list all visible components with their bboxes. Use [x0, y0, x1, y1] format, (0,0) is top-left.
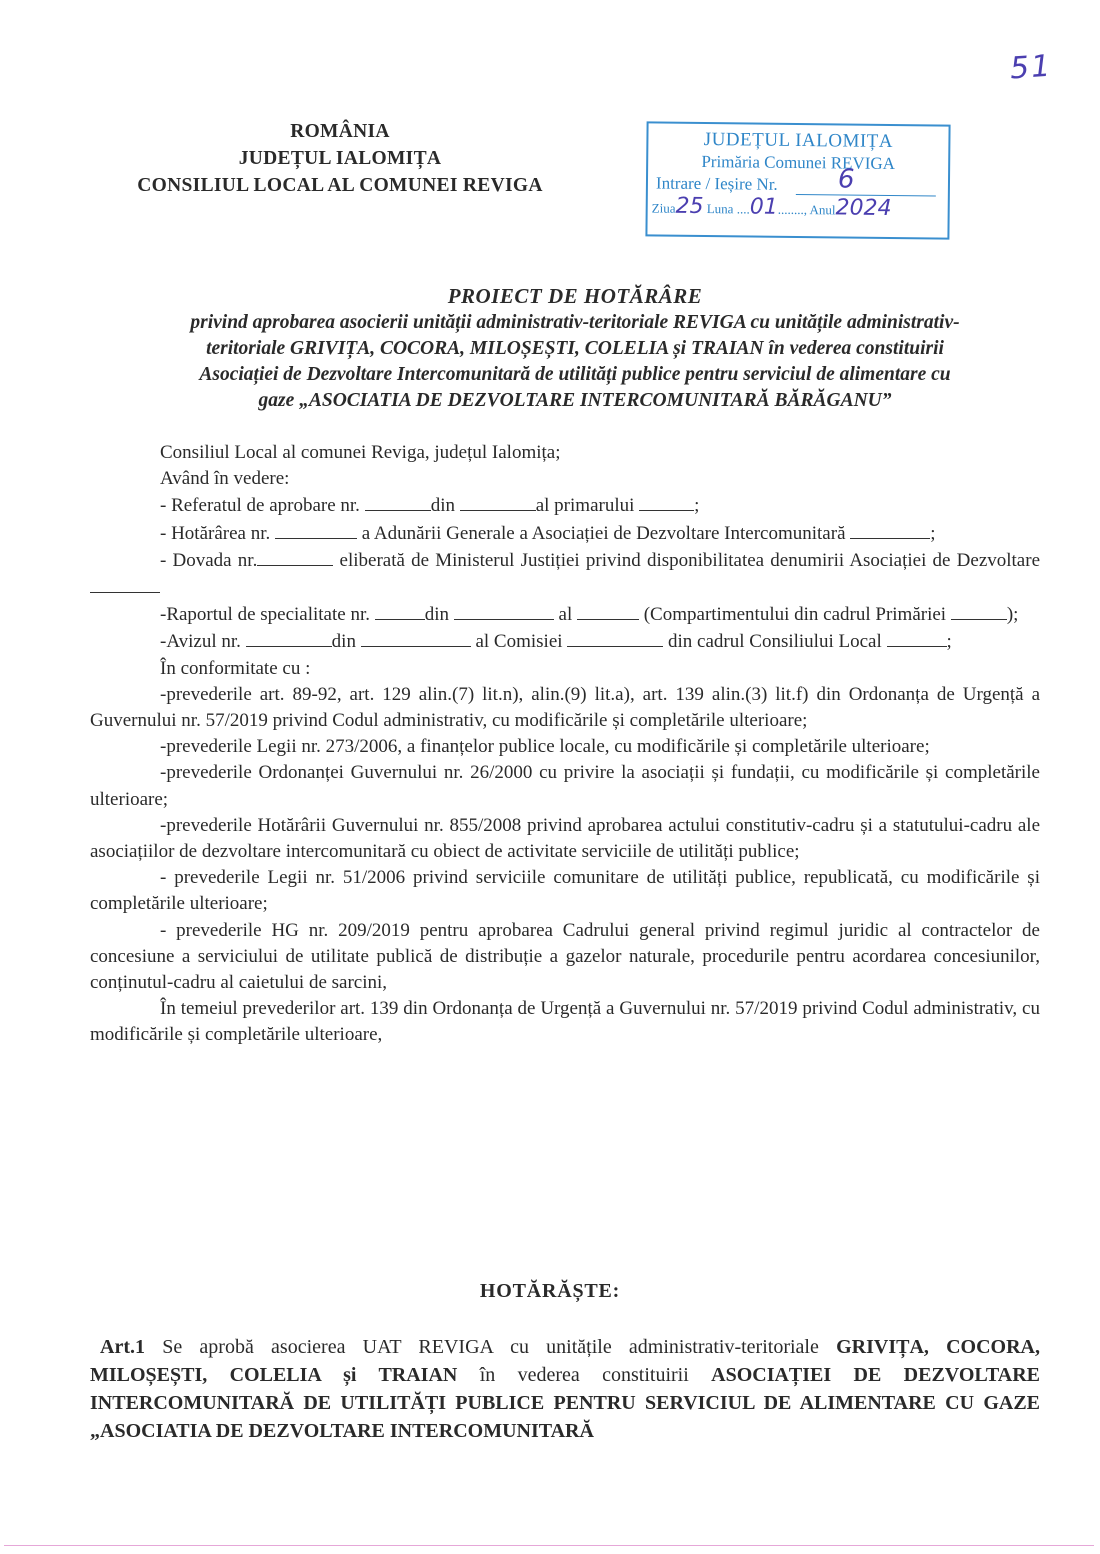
referat-mayor-blank: [639, 492, 694, 511]
raport-number-blank: [375, 601, 425, 620]
aviz-paragraph: [90, 628, 1040, 655]
article-1: [90, 1333, 1040, 1445]
aviz-number-blank: [246, 628, 332, 647]
dovada-number-blank: [257, 547, 333, 566]
document-title: [100, 282, 1050, 414]
article-1-text: Se aprobă asocierea UAT REVIGA cu unitățile administrativ-teritoriale: [144, 1336, 837, 1358]
registration-stamp: [645, 121, 950, 239]
article-1-label: Art.1: [100, 1336, 145, 1358]
scan-edge-line: [4, 1545, 1094, 1546]
avand-paragraph: Având în vedere:: [160, 468, 290, 490]
hotararea-label: - Hotărârea nr.: [160, 522, 271, 544]
referat-label: - Referatul de aprobare nr.: [160, 495, 360, 517]
dovada-label: - Dovada nr.: [160, 549, 258, 571]
prevederi-item: -prevederile Legii nr. 273/2006, a finanțelor publice locale, cu modificările și completările ulterioare;: [160, 736, 930, 758]
dovada-paragraph: [90, 547, 1040, 601]
intro-paragraph: Consiliul Local al comunei Reviga, județul Ialomița;: [160, 442, 561, 463]
document-body: [90, 440, 1040, 1049]
header-county: JUDEȚUL IALOMIȚA: [238, 148, 442, 169]
referat-date-blank: [460, 492, 536, 511]
aviz-consiliu: din cadrul Consiliului Local: [668, 631, 882, 653]
referat-din: din: [430, 495, 455, 517]
aviz-label: -Avizul nr.: [160, 631, 241, 653]
stamp-registration-number: 6: [837, 164, 855, 195]
hotararea-end: ;: [930, 522, 936, 544]
raport-dept-blank: [577, 601, 639, 620]
referat-paragraph: [90, 492, 1040, 519]
dovada-name-blank: [90, 574, 160, 593]
stamp-town-hall: Primăria Comunei REVIGA: [701, 151, 896, 174]
title-line: Asociației de Dezvoltare Intercomunitară de utilități publice pentru serviciul de alimentare cu: [199, 364, 951, 385]
document-header: [90, 118, 590, 199]
prevederi-item: - prevederile Legii nr. 51/2006 privind serviciile comunitare de utilități publice, republicată, cu modificările și completările ulterioare;: [90, 867, 1040, 915]
stamp-day: 25: [675, 193, 704, 220]
stamp-county: JUDEȚUL IALOMIȚA: [703, 129, 894, 152]
header-country: ROMÂNIA: [290, 121, 390, 142]
title-line: teritoriale GRIVIȚA, COCORA, MILOȘEȘTI, COLELIA și TRAIAN în vederea constituirii: [206, 338, 944, 359]
title-line: privind aprobarea asocierii unității administrativ-teritoriale REVIGA cu unitățile administrativ-: [190, 312, 960, 333]
decision-heading: HOTĂRĂȘTE:: [479, 1280, 621, 1302]
raport-din: din: [424, 604, 450, 626]
raport-paragraph: [90, 601, 1040, 628]
hotararea-text: a Adunării Generale a Asociației de Dezvoltare Intercomunitară: [361, 522, 846, 544]
stamp-month-label: Luna: [706, 201, 734, 217]
dovada-text: eliberată de Ministerul Justiției privind disponibilitatea denumirii Asociației de Dezvoltare: [339, 549, 1040, 571]
raport-compartiment: (Compartimentului din cadrul Primăriei: [643, 604, 947, 626]
referat-primar: al primarului: [535, 495, 635, 517]
raport-al: al: [558, 604, 573, 626]
stamp-day-label: Ziua: [651, 200, 676, 216]
temei-paragraph: În temeiul prevederilor art. 139 din Ordonanța de Urgență a Guvernului nr. 57/2019 privind Codul administrativ, cu modificările și completările ulterioare,: [90, 998, 1040, 1046]
raport-end: );: [1006, 604, 1019, 626]
aviz-din: din: [331, 631, 356, 653]
aviz-comisie: al Comisiei: [475, 631, 563, 653]
article-1-uats: GRIVIȚA, COCORA, MILOȘEȘTI, COLELIA și TRAIAN: [90, 1336, 1040, 1386]
aviz-council-blank: [887, 628, 947, 647]
raport-label: -Raportul de specialitate nr.: [160, 604, 370, 626]
handwritten-page-number: 51: [1008, 48, 1054, 87]
hotararea-paragraph: [90, 520, 1040, 547]
prevederi-item: -prevederile Hotărârii Guvernului nr. 855/2008 privind aprobarea actului constitutiv-cadru și a statutului-cadru ale asociațiilor de dezvoltare intercomunitară cu obiect de activitate serviciile de utilități publice;: [90, 814, 1040, 863]
hotararea-number-blank: [275, 520, 357, 539]
article-1-text-2: în vederea constituirii: [457, 1364, 712, 1386]
conformitate-paragraph: În conformitate cu :: [160, 657, 311, 679]
prevederi-item: -prevederile Ordonanței Guvernului nr. 26/2000 cu privire la asociații și fundații, cu modificările și completările ulterioare;: [90, 762, 1040, 810]
raport-date-blank: [454, 601, 554, 620]
raport-primarie-blank: [951, 601, 1007, 620]
stamp-month: 01: [749, 194, 778, 220]
referat-number-blank: [365, 492, 431, 511]
title-line: gaze „ASOCIATIA DE DEZVOLTARE INTERCOMUNITARĂ BĂRĂGANU”: [258, 390, 892, 411]
stamp-entry-exit-label: Intrare / Ieșire Nr.: [655, 173, 778, 194]
aviz-end: ;: [946, 631, 952, 653]
aviz-commission-blank: [567, 628, 663, 647]
aviz-date-blank: [361, 628, 471, 647]
stamp-year: 2024: [835, 195, 892, 221]
hotararea-name-blank: [850, 520, 930, 539]
prevederi-item: - prevederile HG nr. 209/2019 pentru aprobarea Cadrului general privind regimul juridic al contractelor de concesiune a serviciului de utilitate publică de distribuție a gazelor naturale, procedurile pentru acordarea concesiunilor, conținutul-cadru al caietului de sarcini,: [90, 919, 1040, 994]
header-council: CONSILIUL LOCAL AL COMUNEI REVIGA: [137, 175, 543, 196]
prevederi-item: -prevederile art. 89-92, art. 129 alin.(7) lit.n), alin.(9) lit.a), art. 139 alin.(3) lit.f) din Ordonanța de Urgență a Guvernului nr. 57/2019 privind Codul administrativ, cu modificările și completările ulterioare;: [90, 683, 1040, 732]
title-heading: PROIECT DE HOTĂRÂRE: [447, 284, 703, 308]
article-1-association: ASOCIAȚIEI DE DEZVOLTARE INTERCOMUNITARĂ DE UTILITĂȚI PUBLICE PENTRU SERVICIUL DE ALIMENTARE CU GAZE „ASOCIATIA DE DEZVOLTARE INTERCOMUNITARĂ: [90, 1364, 1040, 1442]
stamp-year-label: Anul: [809, 202, 836, 218]
referat-end: ;: [694, 495, 700, 517]
stamp-date-line: Ziua25 Luna ....01........, Anul2024: [651, 193, 892, 221]
